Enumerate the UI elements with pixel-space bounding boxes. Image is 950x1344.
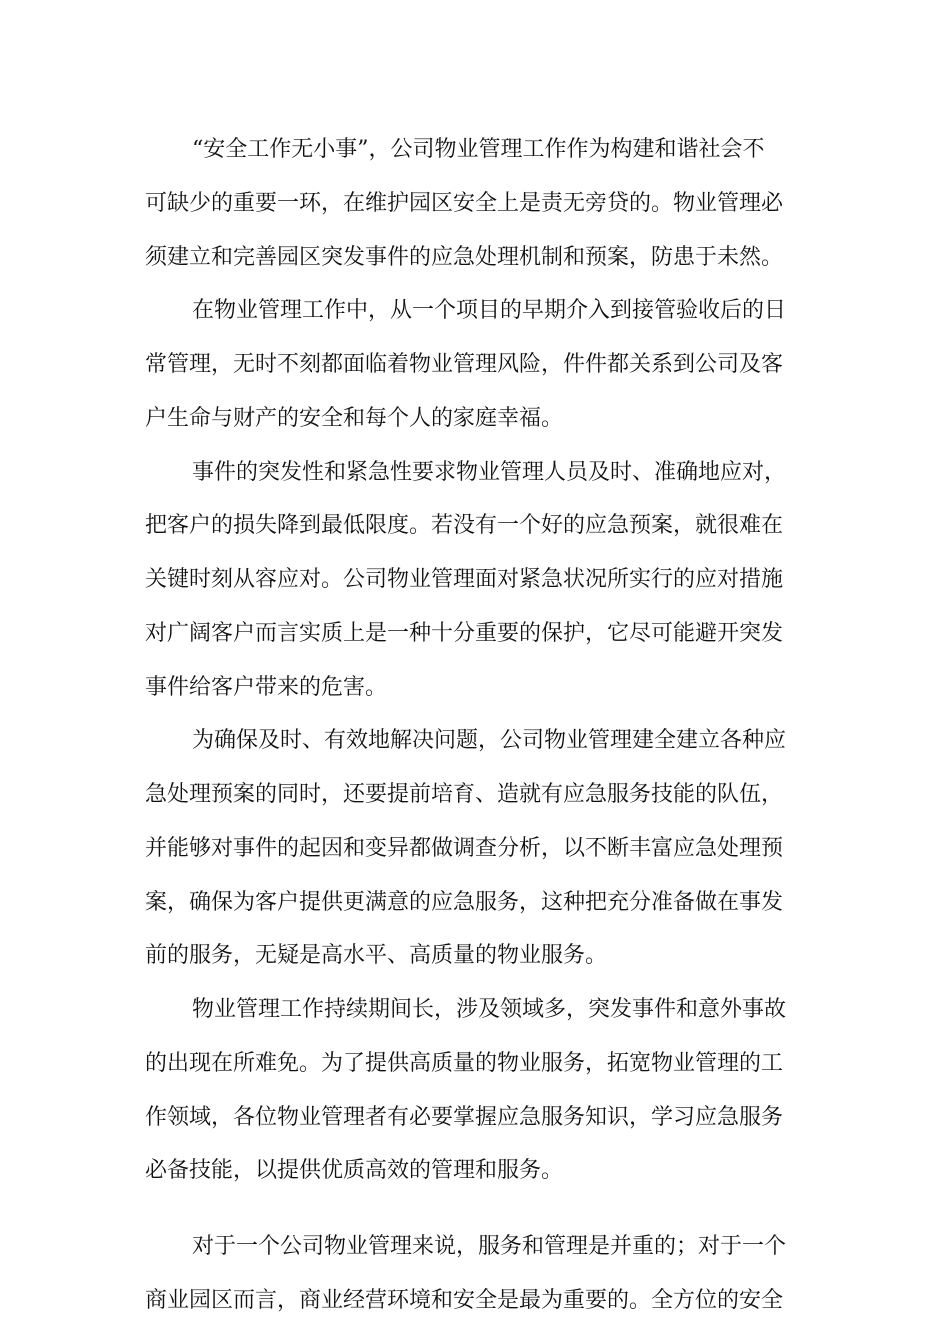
text-line: 在物业管理工作中，从一个项目的早期介入到接管验收后的日 [192,298,787,323]
text-line: 事件的突发性和紧急性要求物业管理人员及时、准确地应对， [192,460,787,485]
text-line: 户生命与财产的安全和每个人的家庭幸福。 [145,406,564,431]
text-line: 事件给客户带来的危害。 [145,675,388,700]
text-line: 的出现在所难免。为了提供高质量的物业服务，拓宽物业管理的工 [145,1051,784,1076]
text-line: 物业管理工作持续期间长，涉及领域多，突发事件和意外事故 [192,997,787,1022]
text-line: 必备技能，以提供优质高效的管理和服务。 [145,1158,564,1183]
text-line: 前的服务，无疑是高水平、高质量的物业服务。 [145,943,608,968]
text-line: 并能够对事件的起因和变异都做调查分析，以不断丰富应急处理预 [145,836,784,861]
text-line: 急处理预案的同时，还要提前培育、造就有应急服务技能的队伍， [145,782,784,807]
text-line: 为确保及时、有效地解决问题，公司物业管理建全建立各种应 [192,728,787,753]
text-line: 把客户的损失降到最低限度。若没有一个好的应急预案，就很难在 [145,513,784,538]
text-line: 对于一个公司物业管理来说，服务和管理是并重的；对于一个 [192,1234,787,1259]
text-line: 商业园区而言，商业经营环境和安全是最为重要的。全方位的安全 [145,1288,784,1313]
text-line: 常管理，无时不刻都面临着物业管理风险，件件都关系到公司及客 [145,352,784,377]
text-line: 作领域，各位物业管理者有必要掌握应急服务知识，学习应急服务 [145,1105,784,1130]
text-line: 案，确保为客户提供更满意的应急服务，这种把充分准备做在事发 [145,890,784,915]
text-line: 须建立和完善园区突发事件的应急处理机制和预案，防患于未然。 [145,245,784,270]
text-line: 可缺少的重要一环，在维护园区安全上是责无旁贷的。物业管理必 [145,191,784,216]
text-line: 对广阔客户而言实质上是一种十分重要的保护，它尽可能避开突发 [145,621,784,646]
text-line: 关键时刻从容应对。公司物业管理面对紧急状况所实行的应对措施 [145,567,784,592]
text-line: “安全工作无小事”，公司物业管理工作作为构建和谐社会不 [192,137,765,162]
